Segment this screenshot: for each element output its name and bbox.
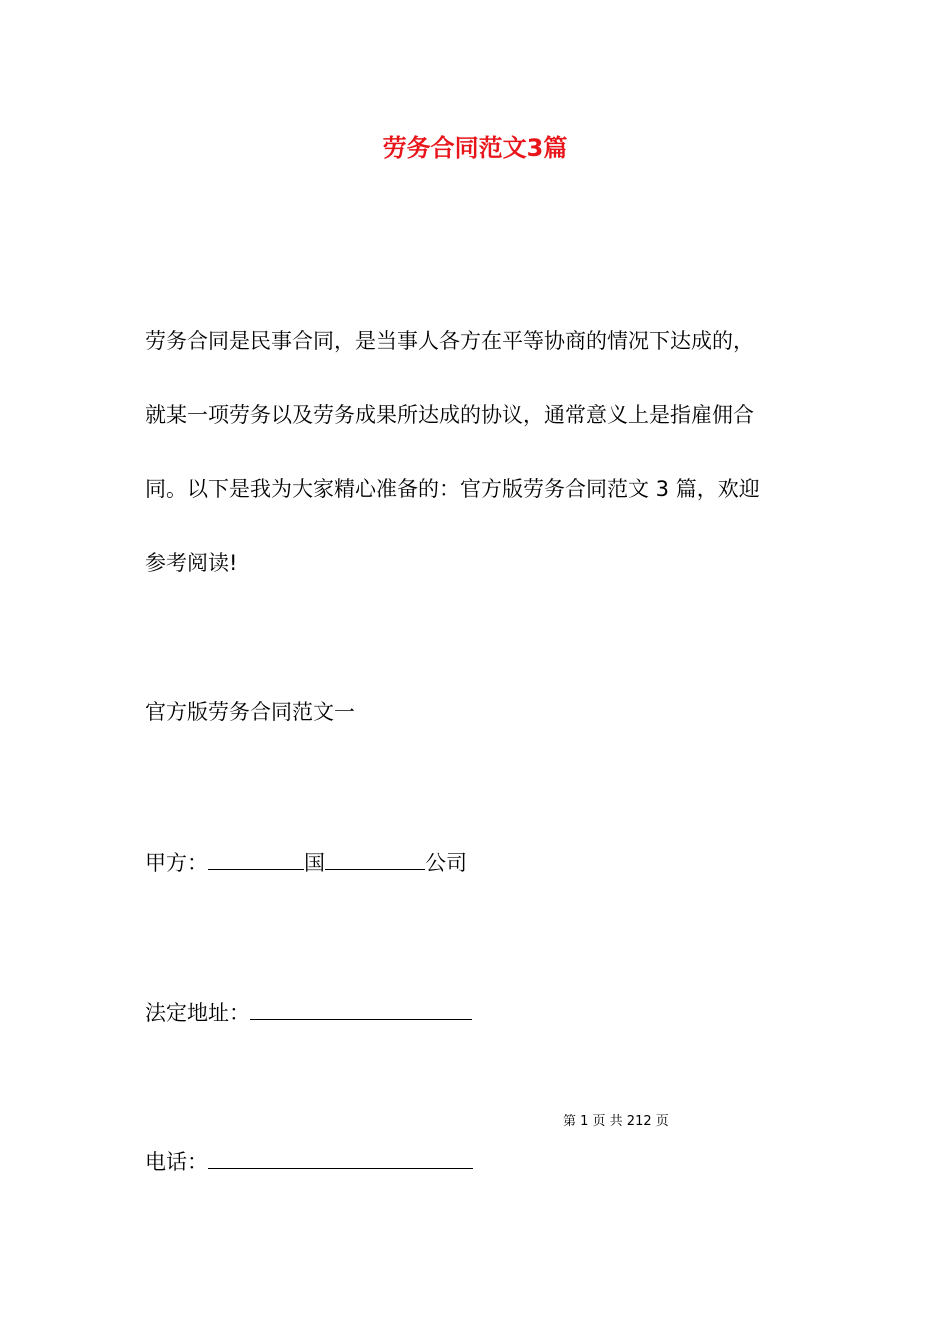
intro-line-1: 劳务合同是民事合同，是当事人各方在平等协商的情况下达成的，: [145, 329, 754, 353]
section-heading: 官方版劳务合同范文一: [145, 700, 355, 724]
party-a-line: [145, 847, 467, 878]
address-label: 法定地址：: [145, 1001, 250, 1025]
page-footer: 第 1 页 共 212 页: [563, 1114, 669, 1129]
intro-line-3: 同。以下是我为大家精心准备的：官方版劳务合同范文 3 篇，欢迎: [145, 477, 760, 501]
phone-blank[interactable]: [208, 1146, 473, 1169]
address-blank[interactable]: [250, 997, 472, 1020]
intro-line-4: 参考阅读!: [145, 551, 238, 575]
phone-line: [145, 1146, 473, 1177]
party-a-middle: 国: [304, 851, 325, 875]
phone-label: 电话：: [145, 1150, 208, 1174]
party-a-label: 甲方：: [145, 851, 208, 875]
document-title: 劳务合同范文3篇: [382, 134, 568, 162]
address-line: [145, 997, 472, 1028]
party-a-blank-2[interactable]: [325, 847, 425, 870]
party-a-blank-1[interactable]: [208, 847, 304, 870]
party-a-suffix: 公司: [425, 851, 467, 875]
intro-line-2: 就某一项劳务以及劳务成果所达成的协议，通常意义上是指雇佣合: [145, 403, 754, 427]
